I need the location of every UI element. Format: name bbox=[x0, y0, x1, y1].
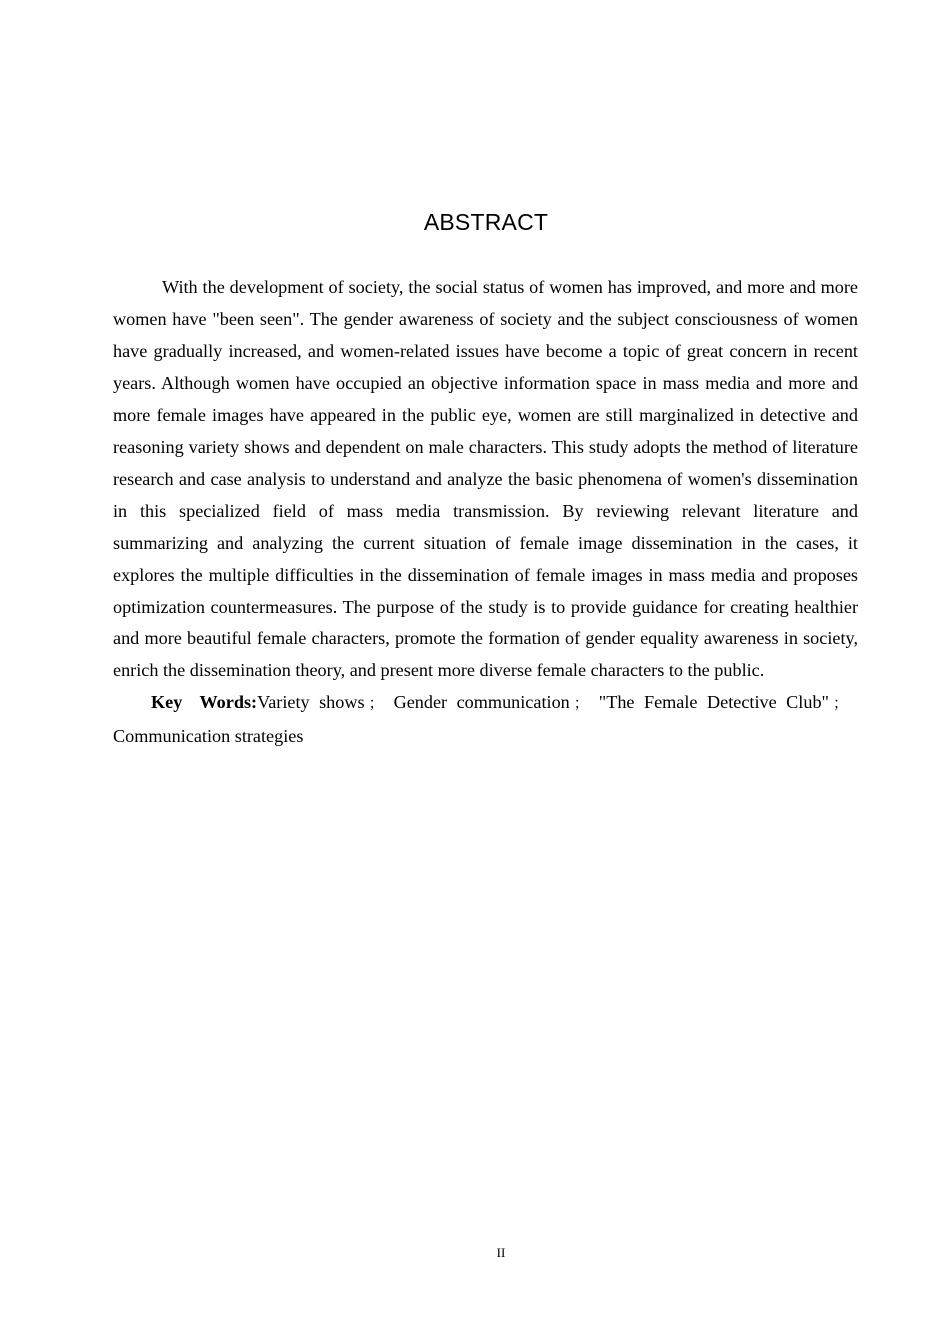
keyword-item: "The Female Detective Club" bbox=[598, 692, 829, 713]
keyword-separator: ； bbox=[368, 696, 384, 713]
keyword-separator: ； bbox=[573, 696, 589, 713]
keyword-item: Communication strategies bbox=[113, 726, 304, 747]
keyword-item: Gender communication bbox=[393, 692, 570, 713]
abstract-paragraph: With the development of society, the social status of women has improved, and more and more women have "been seen". The gender awareness of society and the subject consciousness of women have gradually increased, and women-related issues have become a topic of great concern in recent years. Although women have occupied an objective information space in mass media and more and more female images have appeared in the public eye, women are still marginalized in detective and reasoning variety shows and dependent on male characters. This study adopts the method of literature research and case analysis to understand and analyze the basic phenomena of women's dissemination in this specialized field of mass media transmission. By reviewing relevant literature and summarizing and analyzing the current situation of female image dissemination in the cases, it explores the multiple difficulties in the dissemination of female images in mass media and proposes optimization countermeasures. The purpose of the study is to provide guidance for creating healthier and more beautiful female characters, promote the formation of gender equality awareness in society, enrich the dissemination theory, and present more diverse female characters to the public. bbox=[113, 277, 858, 681]
keyword-item: Variety shows bbox=[257, 692, 365, 713]
keyword-separator: ； bbox=[832, 696, 848, 713]
keywords-line bbox=[113, 687, 858, 753]
abstract-body bbox=[113, 272, 858, 753]
keywords-label: Key Words: bbox=[151, 692, 258, 713]
abstract-title: ABSTRACT bbox=[423, 209, 549, 235]
page-number: II bbox=[496, 1245, 506, 1260]
